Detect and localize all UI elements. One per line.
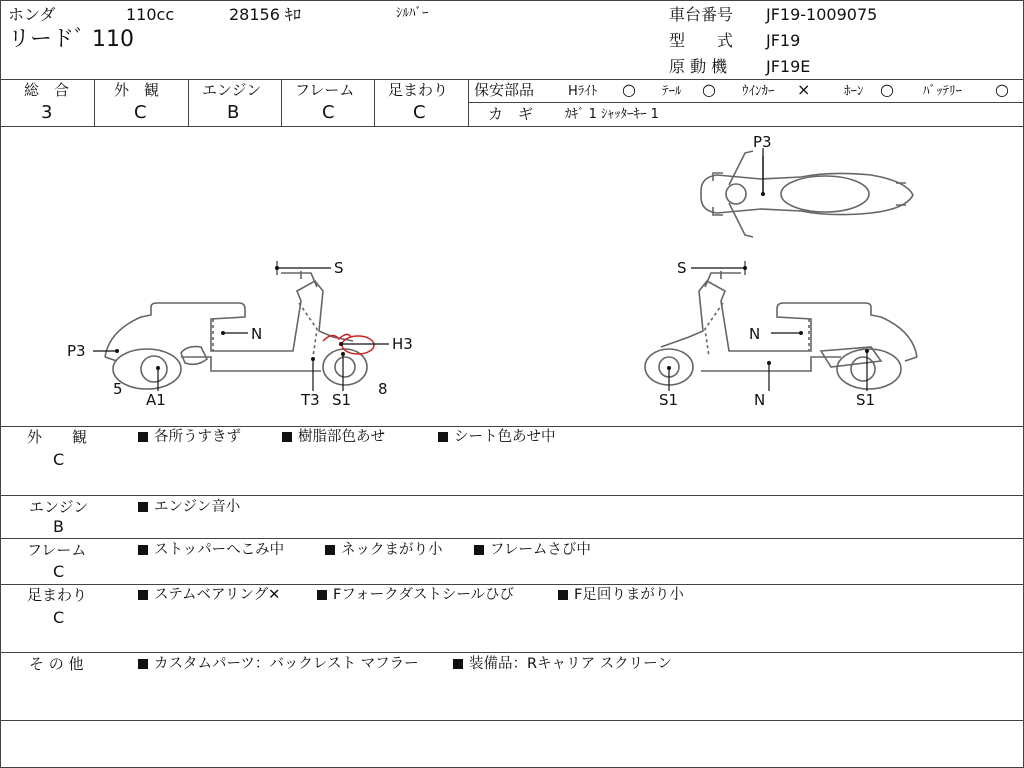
section-grade: C — [53, 608, 65, 627]
maker: ホンダ — [8, 5, 56, 24]
label-left-5: 5 — [113, 380, 123, 398]
damage-circle — [342, 336, 374, 354]
safety-label: 保安部品 — [474, 81, 535, 99]
note-item: フレームさび中 — [474, 543, 591, 558]
section-grade: C — [53, 450, 65, 469]
winker-mark: × — [797, 80, 811, 99]
section-title: エンジン — [29, 498, 89, 516]
note-item: カスタムパーツ：バックレスト マフラー — [138, 657, 419, 672]
grade-label: エンジン — [202, 81, 262, 99]
displacement: 110cc — [126, 5, 175, 24]
note-item: F足回りまがり小 — [558, 588, 684, 603]
key-value: ｶｷﾞ 1 ｼｬｯﾀｰｷｰ 1 — [565, 107, 659, 122]
label-left-8: 8 — [378, 380, 388, 398]
grade-label: 足まわり — [388, 81, 449, 99]
grade-label: フレーム — [295, 81, 355, 99]
label-top-p3: P3 — [753, 133, 772, 151]
model-name: リードﾞ 110 — [8, 27, 134, 52]
grade-label: 外 観 — [114, 81, 160, 99]
grade-label: 総 合 — [24, 81, 70, 99]
note-item: Fフォークダストシールひび — [317, 588, 514, 603]
key-label: カ ギ — [488, 105, 534, 123]
note-item: 各所うすきず — [138, 430, 241, 445]
label-left-a1: A1 — [146, 391, 166, 409]
note-item: 樹脂部色あせ — [282, 430, 385, 445]
label-left-t3: T3 — [301, 391, 320, 409]
section-title: そ の 他 — [29, 655, 84, 673]
grade-value: C — [134, 102, 147, 123]
grade-value: 3 — [41, 102, 53, 123]
note-item: ステムベアリング✕ — [138, 588, 280, 603]
label-left-p3: P3 — [67, 342, 86, 360]
headlight-mark: ○ — [622, 80, 636, 99]
scooter-top-view — [701, 151, 913, 237]
section-title: 足まわり — [27, 586, 88, 604]
label-right-s1-rear: S1 — [856, 391, 876, 409]
safety-item-winker: ｳｲﾝｶｰ — [742, 84, 775, 99]
note-item: ストッパーへこみ中 — [138, 543, 284, 558]
label-right-n: N — [749, 325, 761, 343]
mileage: 28156 ｷﾛ — [229, 5, 301, 24]
safety-item-taillight: ﾃｰﾙ — [662, 84, 682, 99]
label-left-n: N — [251, 325, 263, 343]
chassis-value: JF19-1009075 — [766, 5, 878, 24]
note-item: シート色あせ中 — [438, 430, 556, 445]
label-left-h3: H3 — [392, 335, 413, 353]
engine-label: 原 動 機 — [669, 57, 728, 76]
section-title: フレーム — [27, 541, 87, 559]
section-grade: C — [53, 562, 65, 581]
body-color: ｼﾙﾊﾞｰ — [396, 6, 429, 21]
section-grade: B — [53, 517, 64, 536]
safety-item-headlight: Hﾗｲﾄ — [568, 84, 598, 99]
note-item: 装備品：Rキャリア スクリーン — [453, 657, 672, 672]
label-right-s: S — [677, 259, 687, 277]
grade-value: B — [227, 102, 240, 123]
note-item: エンジン音小 — [138, 500, 240, 515]
battery-mark: ○ — [995, 80, 1009, 99]
grade-value: C — [413, 102, 426, 123]
scooter-left-view — [105, 261, 367, 389]
chassis-label: 車台番号 — [669, 5, 734, 24]
safety-item-horn: ﾎｰﾝ — [844, 84, 864, 99]
label-left-s: S — [334, 259, 344, 277]
label-right-s1-front: S1 — [659, 391, 679, 409]
section-title: 外 観 — [27, 428, 88, 446]
safety-item-battery: ﾊﾞｯﾃﾘｰ — [923, 84, 962, 99]
taillight-mark: ○ — [702, 80, 716, 99]
grade-value: C — [322, 102, 335, 123]
model-value: JF19 — [766, 31, 801, 50]
label-right-n-bottom: N — [754, 391, 766, 409]
horn-mark: ○ — [880, 80, 894, 99]
model-label: 型 式 — [669, 31, 734, 50]
label-left-s1: S1 — [332, 391, 352, 409]
engine-value: JF19E — [766, 57, 811, 76]
scooter-right-view — [645, 261, 917, 389]
note-item: ネックまがり小 — [325, 543, 443, 558]
scooter-diagram — [1, 127, 1023, 425]
